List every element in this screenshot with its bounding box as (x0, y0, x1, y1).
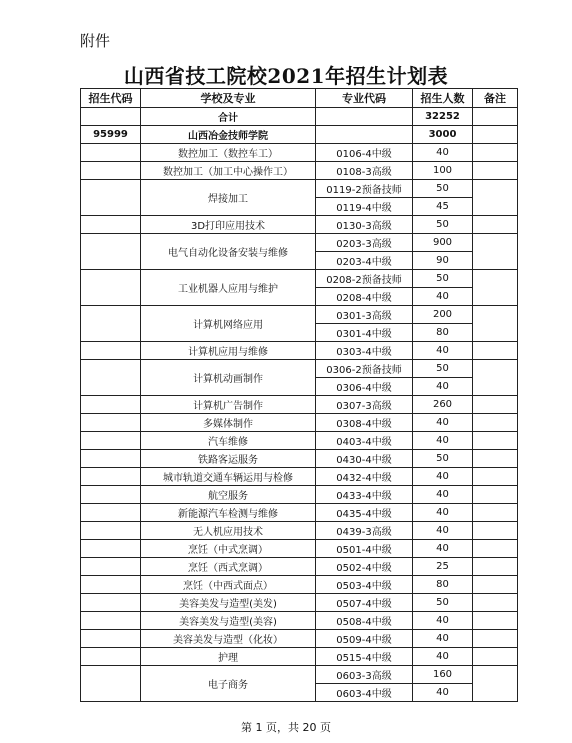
major-name: 计算机动画制作 (141, 360, 316, 396)
enrollment-count: 200 (413, 306, 473, 324)
table-row (81, 414, 518, 432)
major-name: 多媒体制作 (141, 414, 316, 432)
remarks-cell (473, 558, 518, 576)
enrollment-count: 260 (413, 396, 473, 414)
major-code: 0501-4中级 (316, 540, 413, 558)
major-name: 美容美发与造型(美发) (141, 594, 316, 612)
total-row (81, 108, 518, 126)
major-code: 0507-4中级 (316, 594, 413, 612)
school-name: 山西冶金技师学院 (141, 126, 316, 144)
major-name: 无人机应用技术 (141, 522, 316, 540)
enrollment-count: 160 (413, 666, 473, 684)
major-code: 0306-2预备技师 (316, 360, 413, 378)
enrollment-count: 80 (413, 576, 473, 594)
major-name: 烹饪（中西式面点） (141, 576, 316, 594)
major-name: 美容美发与造型（化妆） (141, 630, 316, 648)
remarks-cell (473, 630, 518, 648)
enrollment-count: 40 (413, 648, 473, 666)
table-row (81, 162, 518, 180)
enrollment-count: 40 (413, 684, 473, 702)
enrollment-count: 50 (413, 216, 473, 234)
major-code: 0203-3高级 (316, 234, 413, 252)
remarks-cell (473, 486, 518, 504)
remarks-cell (473, 648, 518, 666)
enrollment-count: 40 (413, 288, 473, 306)
admission-code-cell (81, 612, 141, 630)
major-name: 焊接加工 (141, 180, 316, 216)
major-code: 0106-4中级 (316, 144, 413, 162)
major-code: 0307-3高级 (316, 396, 413, 414)
admission-code-cell (81, 180, 141, 216)
admission-code-cell (81, 648, 141, 666)
remarks-cell (473, 144, 518, 162)
table-row (81, 144, 518, 162)
remarks-cell (473, 450, 518, 468)
enrollment-count: 40 (413, 630, 473, 648)
major-code: 0509-4中级 (316, 630, 413, 648)
major-name: 汽车维修 (141, 432, 316, 450)
admission-code-cell (81, 234, 141, 270)
major-name: 3D打印应用技术 (141, 216, 316, 234)
major-code: 0430-4中级 (316, 450, 413, 468)
enrollment-count: 45 (413, 198, 473, 216)
admission-code-cell (81, 342, 141, 360)
enrollment-count: 40 (413, 342, 473, 360)
major-code: 0306-4中级 (316, 378, 413, 396)
remarks-cell (473, 612, 518, 630)
school-count: 3000 (413, 126, 473, 144)
page-footer: 第 1 页，共 20 页 (241, 721, 331, 734)
table-row (81, 540, 518, 558)
remarks-cell (473, 270, 518, 306)
table-row (81, 594, 518, 612)
table-row (81, 468, 518, 486)
school-remarks-cell (473, 126, 518, 144)
major-code: 0203-4中级 (316, 252, 413, 270)
admission-code-cell (81, 414, 141, 432)
remarks-cell (473, 576, 518, 594)
school-row (81, 126, 518, 144)
enrollment-count: 40 (413, 144, 473, 162)
major-code: 0432-4中级 (316, 468, 413, 486)
major-code: 0603-3高级 (316, 666, 413, 684)
school-major-code-cell (316, 126, 413, 144)
major-code: 0515-4中级 (316, 648, 413, 666)
table-row (81, 504, 518, 522)
remarks-cell (473, 468, 518, 486)
major-code: 0503-4中级 (316, 576, 413, 594)
remarks-cell (473, 180, 518, 216)
admission-code-cell (81, 522, 141, 540)
header-major-code: 专业代码 (316, 89, 413, 108)
table-row (81, 306, 518, 324)
enrollment-count: 50 (413, 180, 473, 198)
major-code: 0119-4中级 (316, 198, 413, 216)
major-name: 电子商务 (141, 666, 316, 702)
remarks-cell (473, 162, 518, 180)
total-major-code-cell (316, 108, 413, 126)
major-code: 0208-2预备技师 (316, 270, 413, 288)
enrollment-count: 25 (413, 558, 473, 576)
remarks-cell (473, 432, 518, 450)
remarks-cell (473, 522, 518, 540)
major-code: 0508-4中级 (316, 612, 413, 630)
header-admission-code: 招生代码 (81, 89, 141, 108)
table-row (81, 612, 518, 630)
major-name: 烹饪（中式烹调） (141, 540, 316, 558)
major-code: 0439-3高级 (316, 522, 413, 540)
attachment-label: 附件 (80, 32, 111, 50)
admission-code-cell (81, 666, 141, 702)
major-code: 0119-2预备技师 (316, 180, 413, 198)
major-code: 0301-3高级 (316, 306, 413, 324)
major-name: 数控加工（数控车工） (141, 144, 316, 162)
header-school-major: 学校及专业 (141, 89, 316, 108)
major-code: 0433-4中级 (316, 486, 413, 504)
enrollment-count: 40 (413, 612, 473, 630)
enrollment-count: 50 (413, 450, 473, 468)
admission-code-cell (81, 162, 141, 180)
major-code: 0130-3高级 (316, 216, 413, 234)
enrollment-count: 40 (413, 486, 473, 504)
enrollment-count: 40 (413, 522, 473, 540)
major-code: 0301-4中级 (316, 324, 413, 342)
admission-code-cell (81, 630, 141, 648)
major-code: 0108-3高级 (316, 162, 413, 180)
remarks-cell (473, 216, 518, 234)
table-row (81, 180, 518, 198)
major-name: 护理 (141, 648, 316, 666)
remarks-cell (473, 396, 518, 414)
table-row (81, 450, 518, 468)
admission-code-cell (81, 504, 141, 522)
major-name: 电气自动化设备安装与维修 (141, 234, 316, 270)
table-row (81, 216, 518, 234)
admission-code-cell (81, 468, 141, 486)
admission-code-cell (81, 540, 141, 558)
table-row (81, 666, 518, 684)
major-code: 0502-4中级 (316, 558, 413, 576)
table-row (81, 270, 518, 288)
major-name: 美容美发与造型(美容) (141, 612, 316, 630)
enrollment-count: 40 (413, 468, 473, 486)
major-name: 新能源汽车检测与维修 (141, 504, 316, 522)
enrollment-count: 40 (413, 540, 473, 558)
table-row (81, 630, 518, 648)
enrollment-count: 900 (413, 234, 473, 252)
table-row (81, 234, 518, 252)
page-title: 山西省技工院校2021年招生计划表 (123, 64, 449, 88)
admission-code-cell (81, 144, 141, 162)
header-enrollment-count: 招生人数 (413, 89, 473, 108)
enrollment-count: 80 (413, 324, 473, 342)
total-remarks-cell (473, 108, 518, 126)
remarks-cell (473, 504, 518, 522)
major-name: 烹饪（西式烹调） (141, 558, 316, 576)
table-row (81, 576, 518, 594)
enrollment-count: 40 (413, 504, 473, 522)
major-name: 计算机应用与维修 (141, 342, 316, 360)
admission-code-cell (81, 576, 141, 594)
remarks-cell (473, 306, 518, 342)
enrollment-count: 50 (413, 270, 473, 288)
admission-code-cell (81, 486, 141, 504)
admission-code-cell (81, 396, 141, 414)
remarks-cell (473, 594, 518, 612)
major-code: 0308-4中级 (316, 414, 413, 432)
remarks-cell (473, 234, 518, 270)
admission-code-cell (81, 558, 141, 576)
admission-code-cell (81, 360, 141, 396)
enrollment-count: 90 (413, 252, 473, 270)
table-row (81, 648, 518, 666)
enrollment-count: 40 (413, 432, 473, 450)
total-label: 合计 (141, 108, 316, 126)
table-row (81, 558, 518, 576)
remarks-cell (473, 360, 518, 396)
enrollment-count: 100 (413, 162, 473, 180)
table-row (81, 396, 518, 414)
enrollment-plan-table (80, 88, 518, 702)
total-code-cell (81, 108, 141, 126)
table-row (81, 522, 518, 540)
table-row (81, 360, 518, 378)
admission-code-cell (81, 216, 141, 234)
table-header-row (81, 89, 518, 108)
major-name: 计算机网络应用 (141, 306, 316, 342)
major-code: 0208-4中级 (316, 288, 413, 306)
major-name: 计算机广告制作 (141, 396, 316, 414)
remarks-cell (473, 342, 518, 360)
remarks-cell (473, 414, 518, 432)
major-code: 0403-4中级 (316, 432, 413, 450)
admission-code-cell (81, 306, 141, 342)
admission-code-cell (81, 450, 141, 468)
enrollment-count: 50 (413, 360, 473, 378)
major-name: 航空服务 (141, 486, 316, 504)
major-name: 铁路客运服务 (141, 450, 316, 468)
major-name: 工业机器人应用与维护 (141, 270, 316, 306)
remarks-cell (473, 540, 518, 558)
major-name: 城市轨道交通车辆运用与检修 (141, 468, 316, 486)
admission-code-cell (81, 270, 141, 306)
enrollment-count: 40 (413, 378, 473, 396)
major-name: 数控加工（加工中心操作工） (141, 162, 316, 180)
remarks-cell (473, 666, 518, 702)
table-row (81, 486, 518, 504)
header-remarks: 备注 (473, 89, 518, 108)
admission-code-cell (81, 594, 141, 612)
table-row (81, 432, 518, 450)
enrollment-count: 40 (413, 414, 473, 432)
school-code: 95999 (81, 126, 141, 144)
table-row (81, 342, 518, 360)
enrollment-count: 50 (413, 594, 473, 612)
major-code: 0435-4中级 (316, 504, 413, 522)
admission-code-cell (81, 432, 141, 450)
major-code: 0603-4中级 (316, 684, 413, 702)
total-count: 32252 (413, 108, 473, 126)
major-code: 0303-4中级 (316, 342, 413, 360)
